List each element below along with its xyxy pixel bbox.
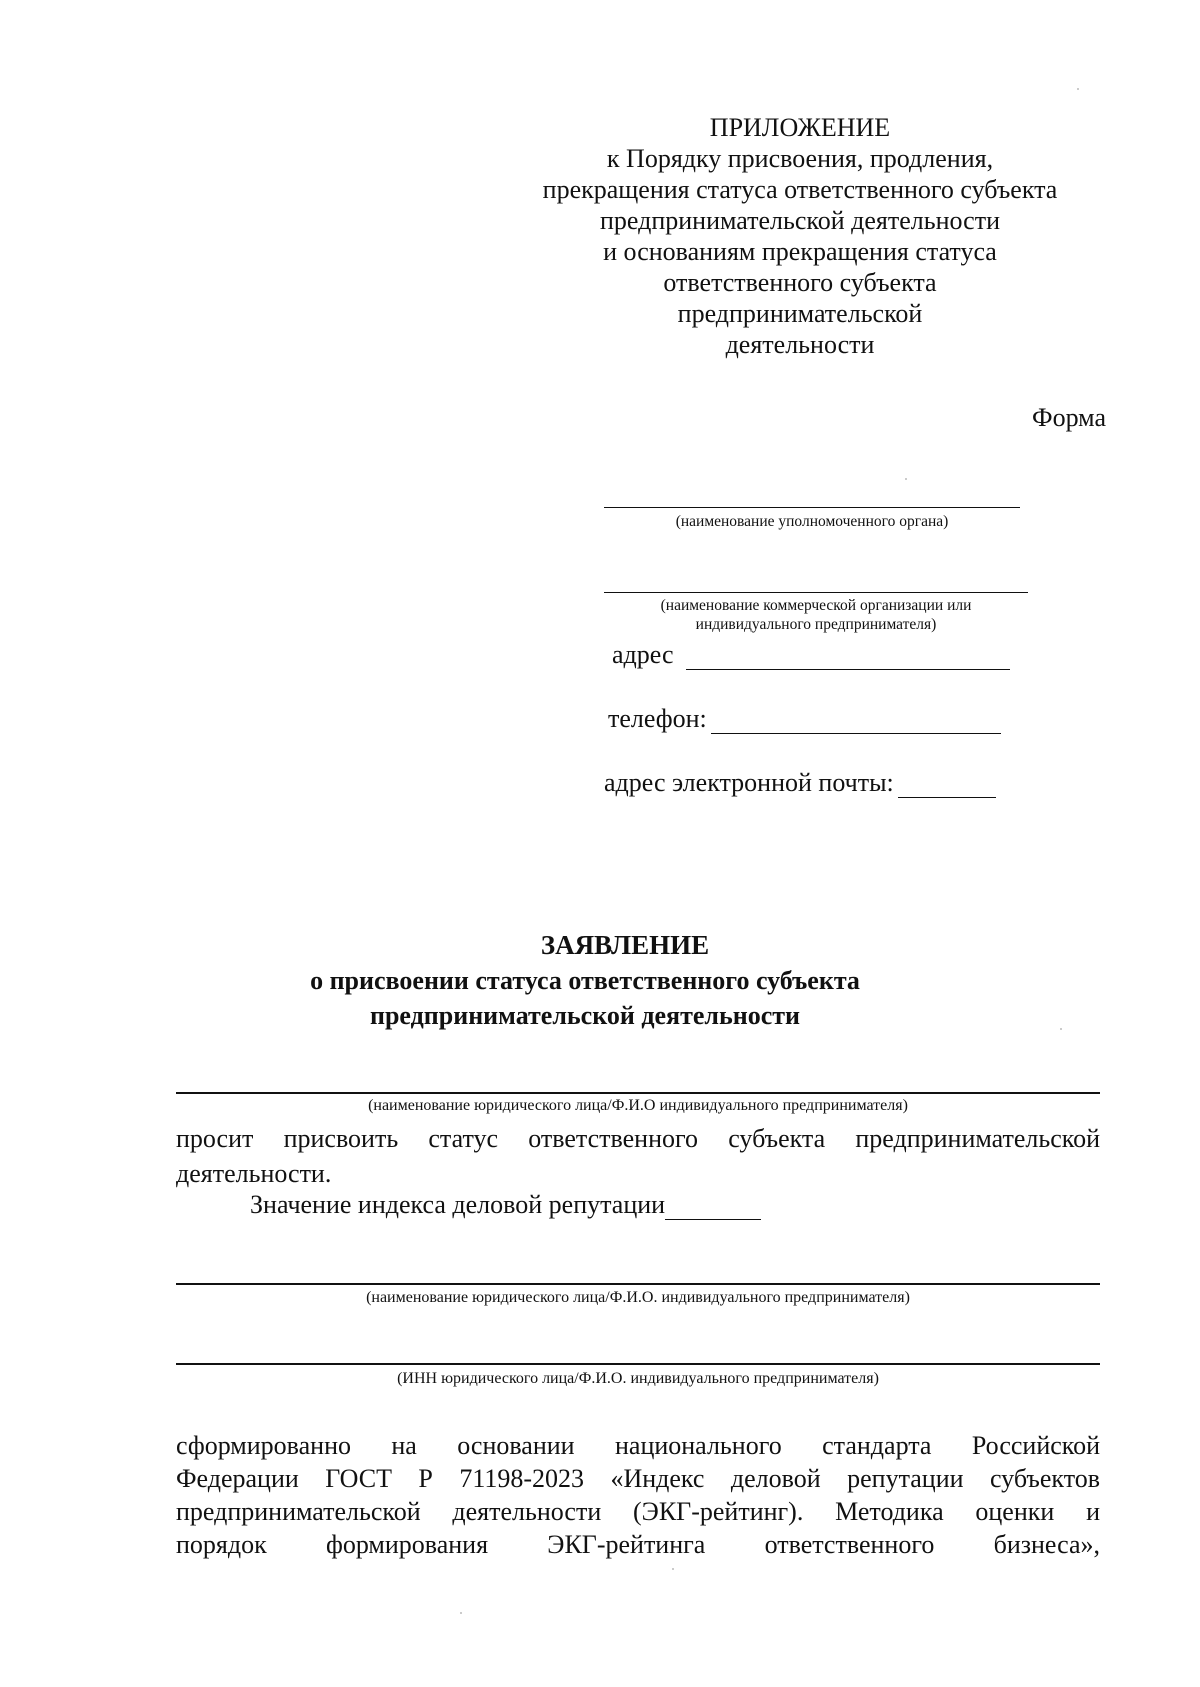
email-field[interactable] [898,775,996,798]
phone-row [608,704,1001,734]
statement-subtitle: о присвоении статуса ответственного субъекта [310,966,860,995]
statement-subtitle: предпринимательской деятельности [369,1001,800,1030]
request-text: деятельности. [176,1159,332,1188]
authority-caption: (наименование уполномоченного органа) [675,513,949,530]
appendix-line: и основаниям прекращения статуса [603,237,997,266]
applicant-caption-line: индивидуального предпринимателя) [695,616,937,633]
appendix-line: предпринимательской [677,299,923,328]
applicant-caption [604,596,1028,634]
form-label: Форма [1032,403,1106,432]
address-field[interactable] [686,647,1010,670]
scan-speck [460,1612,462,1614]
scan-speck [672,1568,674,1570]
appendix-line: прекращения статуса ответственного субъекта [542,175,1058,204]
statement-title: ЗАЯВЛЕНИЕ [540,930,710,960]
scan-speck [1060,1028,1062,1030]
index-label: Значение индекса деловой репутации [250,1190,666,1219]
appendix-header [520,112,1080,360]
address-row [612,640,1010,670]
entity-caption: (наименование юридического лица/Ф.И.О индивидуального предпринимателя) [368,1097,908,1114]
appendix-line: деятельности [725,330,875,359]
appendix-line: к Порядку присвоения, продления, [606,144,994,173]
applicant-caption-line: (наименование коммерческой организации или [660,597,972,614]
applicant-name-field[interactable] [604,592,1028,593]
appendix-line: предпринимательской деятельности [600,206,1000,235]
request-text: просит присвоить статус ответственного субъекта предпринимательской [176,1124,1100,1153]
appendix-line: ответственного субъекта [663,268,937,297]
basis-text-line: предпринимательской деятельности (ЭКГ-рейтинг). Методика оценки и [176,1497,1100,1526]
index-row [250,1190,761,1220]
phone-field[interactable] [711,711,1001,734]
index-value-field[interactable] [665,1197,761,1220]
scan-speck [905,478,907,480]
entity-name-field[interactable] [176,1092,1100,1094]
entity-name-field-2[interactable] [176,1283,1100,1285]
basis-text-line: порядок формирования ЭКГ-рейтинга ответственного бизнеса», [176,1530,1100,1559]
authority-name-field[interactable] [604,507,1020,508]
basis-text-line: Федерации ГОСТ Р 71198-2023 «Индекс деловой репутации субъектов [176,1464,1100,1493]
scan-speck [1077,88,1079,90]
appendix-title: ПРИЛОЖЕНИЕ [709,113,891,142]
inn-caption: (ИНН юридического лица/Ф.И.О. индивидуального предпринимателя) [397,1370,879,1387]
entity-caption-2: (наименование юридического лица/Ф.И.О. индивидуального предпринимателя) [366,1289,910,1306]
inn-field[interactable] [176,1363,1100,1365]
phone-label: телефон: [608,704,707,733]
address-label: адрес [612,640,674,669]
email-row [604,768,996,798]
email-label: адрес электронной почты: [604,768,894,797]
basis-text-line: сформированно на основании национального стандарта Российской [176,1431,1100,1460]
